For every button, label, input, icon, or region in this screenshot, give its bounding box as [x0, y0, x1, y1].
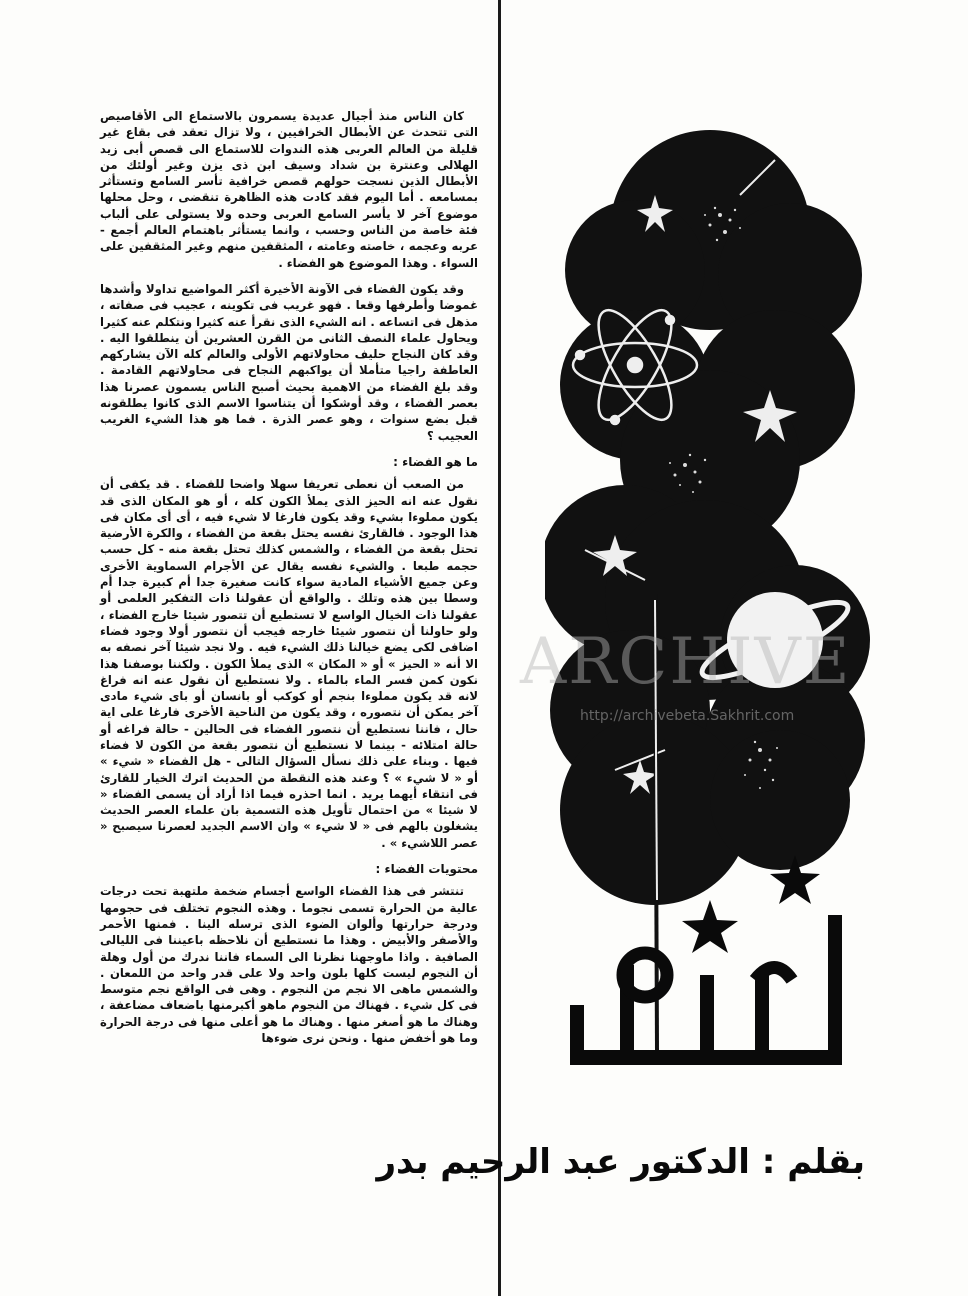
section-heading-what-is-space: ما هو الفضاء : [393, 454, 478, 469]
article-paragraph-4: تنتشر فى هذا الفضاء الواسع أجسام ضخمة ملتهبة تحت درجات عالية من الحرارة تسمى نجوما . وهذه النجوم تختلف فى حجومها ودرجة حرارتها وألوان الضوء الذى ترسله الينا . فمنها الأحمر والأصفر والأبيض . وهذا ما نستطيع أن نلاحظه باعيننا فى الليالى الصافية . واذا ماوجهنا نظرنا الى السماء فاننا ندرك من أول وهلة أن النجوم ليست كلها بلون واحد ولا على قدر واحد من اللمعان . والشمس ماهى الا نجم من النجوم . وهى فى الواقع نجم متوسط فى كل شيء . فهناك من النجوم ماهو أكبرمنها باضعاف مضاعفة ، وهناك ما هو أصغر منها . وهناك ما هو أعلى منها فى درجة الحرارة وما هو أخفض منها . ونحن نرى ضوءها [100, 884, 478, 1046]
article-paragraph-2: وقد يكون الفضاء فى الآونة الأخيرة أكثر المواضيع تداولا وأشدها غموضا وأطرفها وقعا . فهو غريب فى تكوينه ، عجيب فى صفاته ، مذهل فى اتساعه . انه الشيء الذى نقرأ عنه كثيرا ونتكلم عنه كثيرا ويحاول علماء النصف الثانى من القرن العشرين أن ينطلقوا اليه . وقد كان النجاح حليف محاولاتهم الأولى والعالم كله الآن يشاركهم العاطفة راجيا متأملا أن يواكبهم النجاح فى محاولاتهم القادمة . وقد بلغ الفضاء من الاهمية بحيث أصبح الناس يسمون عصرنا هذا بعصر الفضاء ، وقد أوشكوا أن يتناسوا الاسم الذى كانوا يطلقونه قبل بضع سنوات ، وهو عصر الذرة . فما هو هذا الشيء الغريب العجيب ؟ [100, 281, 478, 443]
star-icon [682, 900, 738, 953]
section-heading-space-contents: محتويات الفضاء : [375, 862, 478, 877]
archive-watermark: ARCHIVE [520, 625, 852, 699]
article-column [100, 108, 478, 1056]
star-icon [770, 855, 820, 904]
byline: بقلم : الدكتور عبد الرحيم بدر [376, 1142, 865, 1182]
title-calligraphy [560, 855, 860, 1075]
column-divider [498, 0, 501, 1296]
dark-clouds [545, 130, 870, 905]
article-paragraph-3: من الصعب أن نعطى تعريفا سهلا واضحا للفضاء . قد يكفى أن نقول عنه انه الحيز الذى يملأ الكون كله ، أو هو المكان الذى قد يكون مملوءا بشيء وقد يكون فارغا لا شيء فيه ، أى أى مكان فى هذا الوجود . فالقارئ نفسه يحتل بقعة من الفضاء ، والكرة الأرضية تحتل بقعة من الفضاء ، والشمس كذلك تحتل بقعة منه - كل حسب حجمه طبعا . والشيء نفسه يقال عن الأجرام السماوية الأخرى وعن جميع الأشياء المادية سواء كانت صغيرة جدا أم كبيرة جدا أم وسطا بين هذه وتلك . والواقع أن عقولنا ذات التفكير العلمى أو عقولنا ذات الخيال الواسع لا تستطيع أن تتصور شيئا خارج الفضاء ، ولو حاولنا أن نتصور شيئا خارجه فيجب أن نتصور أولا وجود فضاء اضافى لكى يضع خيالنا ذلك الشيء فيه . ولا نجد شيئا آخر نصفه به الا أنه « الحيز » أو « المكان » الذى يملأ الكون . ولكننا بوصفنا هذا نكون كمن فسر الماء بالماء . ولا نستطيع أن نقول عنه انه فراغ لانه قد يكون مملوءا بنجم أو كوكب أو بانسان أو باى شيء مادى آخر يمكن أن نتصوره ، وقد يكون من الناحية الأخرى فارغا على اية حال ، فاننا نستطيع أن نتصور الفضاء فى الحالين - حالة فراغه أو حالة امتلائه - بينما لا نستطيع أن نتصور بقعة من الكون لا فضاء فيها . وبناء على ذلك نسأل السؤال التالى - هل الفضاء « شيء » أو « لا شيء » ؟ وعند هذه النقطة من الحديث اترك الخيار للقارئ فى انتقاء أيهما يريد . انما احذره فيما اذا أراد أن يسمى الفضاء « لا شيئا » من احتمال تأويل هذه التسمية بان علماء العصر الحديث يشغلون بالهم فى « لا شيء » وان الاسم الجديد لعصرنا سيصبح « عصر اللاشيء » . [100, 477, 478, 850]
archive-watermark-url: http://archivebeta.Sakhrit.com [580, 708, 795, 724]
article-paragraph-1: كان الناس منذ أجيال عديدة يسمرون بالاستماع الى الأقاصيص التى تتحدث عن الأبطال الخرافيين ، ولا تزال تعقد فى بقاع غير قليلة من العالم العربى هذه الندوات للاستماع الى قصص أبى زيد الهلالى وعنترة بن شداد وسيف ابن ذى يزن وغير أولئك من الأبطال الذين نسجت حولهم قصص خرافية تأسر السامع وتستأثر بمسامعه . أما اليوم فقد كادت هذه الظاهرة تنقضى ، وحل محلها موضوع آخر لا يأسر السامع العربى وحده ولا يستولى على ألباب فئة خاصة من الناس وحسب ، وانما يستأثر باهتمام العالم أجمع - عربه وعجمه ، خاصته وعامته ، المثقفين منهم وغير المثقفين على السواء . وهذا الموضوع هو الفضاء . [100, 109, 478, 270]
